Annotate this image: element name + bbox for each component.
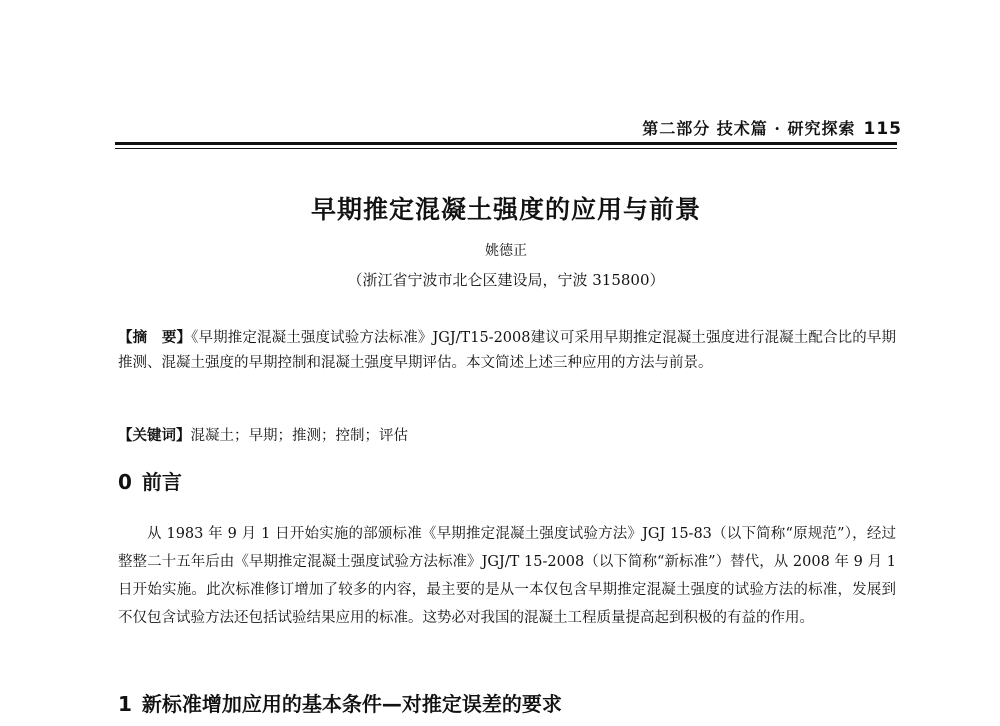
running-head	[560, 116, 902, 139]
keywords-text: 混凝土；早期；推测；控制；评估	[190, 428, 408, 444]
intro-paragraph: 从 1983 年 9 月 1 日开始实施的部颁标准《早期推定混凝土强度试验方法》JGJ 15-83（以下简称“原规范”），经过整整二十五年后由《早期推定混凝土强度试验方法标准》JGJ/T 15-2008（以下简称“新标准”）替代，从 2008 年 9 月 1 日开始实施。此次标准修订增加了较多的内容，最主要的是从一本仅包含早期推定混凝土强度的试验方法的标准，发展到不仅包含试验方法还包括试验结果应用的标准。这势必对我国的混凝土工程质量提高起到积极的有益的作用。	[118, 526, 896, 626]
header-rule-thin	[115, 148, 897, 149]
section-title: 新标准增加应用的基本条件—对推定误差的要求	[141, 692, 562, 716]
header-rule-thick	[115, 142, 897, 145]
section-number: 0	[118, 470, 132, 494]
keywords	[118, 423, 896, 449]
author: 姚德正	[485, 243, 527, 259]
running-head-text: 第二部分 技术篇 · 研究探索	[642, 119, 856, 138]
section-heading-1	[118, 688, 562, 717]
keywords-label: 【关键词】	[118, 427, 191, 444]
abstract-label: 【摘 要】	[118, 329, 192, 346]
paper-title: 早期推定混凝土强度的应用与前景	[310, 195, 701, 224]
affiliation: （浙江省宁波市北仑区建设局，宁波 315800）	[347, 271, 665, 289]
page-number: 115	[863, 119, 902, 139]
section-title: 前言	[141, 470, 182, 494]
abstract-text: 《早期推定混凝土强度试验方法标准》JGJ/T15-2008建议可采用早期推定混凝土强度进行混凝土配合比的早期推测、混凝土强度的早期控制和混凝土强度早期评估。本文简述上述三种应用的方法与前景。	[118, 330, 897, 371]
section-heading-0	[118, 466, 182, 495]
abstract	[118, 325, 896, 376]
section-number: 1	[118, 692, 132, 716]
